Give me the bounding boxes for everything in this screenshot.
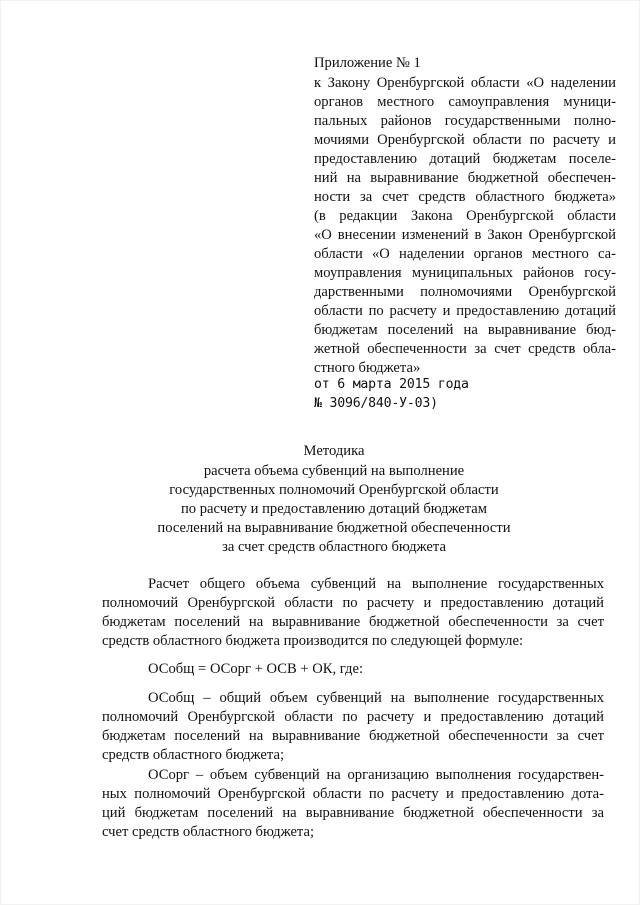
- definition-line: ций бюджетам поселений на выравнивание бюджетной обеспеченности за: [102, 805, 604, 821]
- appendix-revision-line: стного бюджета»: [314, 360, 421, 376]
- methodology-subtitle-line: по расчету и предоставлению дотаций бюджетам: [180, 501, 488, 517]
- appendix-date-line: от 6 марта 2015 года: [314, 377, 469, 392]
- appendix-law-line: предоставлению дотаций бюджетам поселе-: [314, 151, 616, 167]
- definition-line: средств областного бюджета;: [102, 747, 284, 763]
- methodology-subtitle-line: расчета объема субвенций на выполнение: [203, 463, 465, 479]
- definition-line: ных полномочий Оренбургской области по расчету и предоставлению дота-: [102, 786, 604, 802]
- appendix-revision-line: моуправления муниципальных районов госу-: [314, 265, 616, 281]
- definition-line: ОСобщ – общий объем субвенций на выполнение государственных: [148, 690, 604, 706]
- appendix-law-line: ний на выравнивание бюджетной обеспечен-: [314, 170, 616, 186]
- appendix-revision-line: области по расчету и предоставлению дотаций: [314, 303, 616, 319]
- definition-line: бюджетам поселений на выравнивание бюджетной обеспеченности за счет: [102, 728, 604, 744]
- intro-paragraph-line: средств областного бюджета производится по следующей формуле:: [102, 633, 523, 649]
- definition-line: счет средств областного бюджета;: [102, 824, 315, 840]
- methodology-title: Методика: [303, 443, 365, 459]
- methodology-subtitle-line: государственных полномочий Оренбургской области: [169, 482, 499, 498]
- appendix-title: Приложение № 1: [314, 55, 421, 71]
- intro-paragraph-line: бюджетам поселений на выравнивание бюджетной обеспеченности за счет: [102, 614, 604, 630]
- appendix-number-line: № 3096/840-У-03): [314, 396, 438, 411]
- appendix-law-line: пальных районов государственными полно-: [314, 113, 616, 129]
- appendix-law-line: ности за счет средств областного бюджета»: [314, 189, 616, 205]
- definition-line: полномочий Оренбургской области по расчету и предоставлению дотаций: [102, 709, 604, 725]
- appendix-law-line: к Закону Оренбургской области «О наделении: [314, 75, 616, 91]
- appendix-revision-line: бюджетам поселений на выравнивание бюд-: [314, 322, 616, 338]
- definition-line: ОСорг – объем субвенций на организацию выполнения государствен-: [148, 767, 604, 783]
- methodology-subtitle-line: поселений на выравнивание бюджетной обеспеченности: [157, 520, 511, 536]
- appendix-revision-line: жетной обеспеченности за счет средств обла-: [314, 341, 616, 357]
- appendix-law-line: мочиями Оренбургской области по расчету и: [314, 132, 616, 148]
- appendix-revision-line: области «О наделении органов местного са-: [314, 246, 616, 262]
- methodology-subtitle-line: за счет средств областного бюджета: [222, 539, 446, 555]
- formula: ОСобщ = ОСорг + ОСВ + ОК, где:: [148, 661, 363, 677]
- appendix-revision-line: (в редакции Закона Оренбургской области: [314, 208, 616, 224]
- appendix-revision-line: дарственными полномочиями Оренбургской: [314, 284, 616, 300]
- intro-paragraph-line: полномочий Оренбургской области по расчету и предоставлению дотаций: [102, 595, 604, 611]
- intro-paragraph-line: Расчет общего объема субвенций на выполнение государственных: [148, 576, 604, 592]
- appendix-revision-line: «О внесении изменений в Закон Оренбургской: [314, 227, 616, 243]
- appendix-law-line: органов местного самоуправления муници-: [314, 94, 616, 110]
